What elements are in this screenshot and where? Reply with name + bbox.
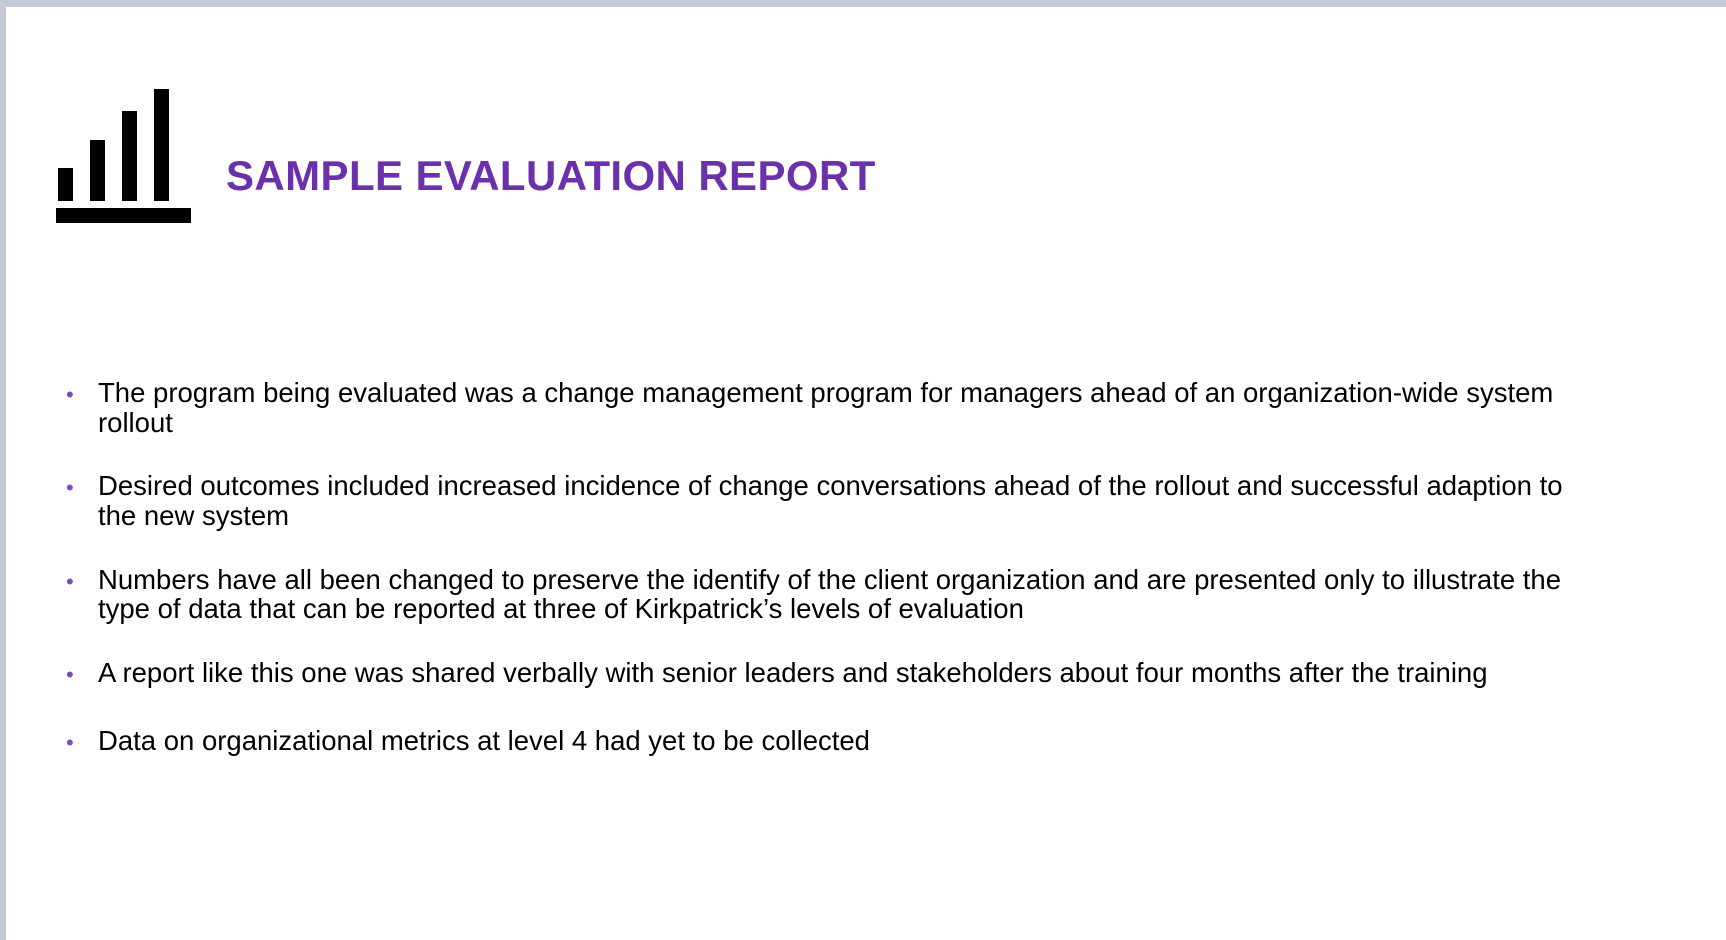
list-item-text: The program being evaluated was a change management program for managers ahead of an organization-wide system rollout xyxy=(98,377,1554,438)
bar-chart-bars xyxy=(56,91,188,201)
list-item-text: Data on organizational metrics at level 4 had yet to be collected xyxy=(98,725,870,757)
bar-chart-logo-icon xyxy=(56,91,188,223)
bullet-icon: • xyxy=(66,475,74,501)
slide-header xyxy=(56,88,876,223)
bullet-icon: • xyxy=(66,382,74,407)
bullet-icon: • xyxy=(66,662,74,688)
list-item-text: Numbers have all been changed to preserve the identify of the client organization and are presented only to illustrate the type of data that can be reported at three of Kirkpatrick’s levels of evaluation xyxy=(98,563,1561,625)
bar-chart-baseline xyxy=(56,208,191,223)
list-item xyxy=(62,658,1652,692)
bar-chart-bar-1 xyxy=(58,168,73,201)
bar-chart-bar-3 xyxy=(122,111,137,201)
list-item xyxy=(62,378,1652,437)
bar-chart-bar-2 xyxy=(90,140,105,201)
list-item xyxy=(62,471,1652,530)
top-border xyxy=(0,0,1726,7)
bullet-icon: • xyxy=(66,568,74,594)
bullet-icon: • xyxy=(66,730,74,756)
list-item xyxy=(62,726,1652,760)
list-item-text: A report like this one was shared verbally with senior leaders and stakeholders about four months after the training xyxy=(98,657,1488,689)
list-item xyxy=(62,565,1652,624)
page-title: SAMPLE EVALUATION REPORT xyxy=(226,152,876,199)
bullet-list xyxy=(62,378,1652,760)
left-border xyxy=(0,7,6,940)
list-item-text: Desired outcomes included increased incidence of change conversations ahead of the rollout and successful adaption to the new system xyxy=(98,470,1563,532)
bar-chart-bar-4 xyxy=(154,89,169,201)
